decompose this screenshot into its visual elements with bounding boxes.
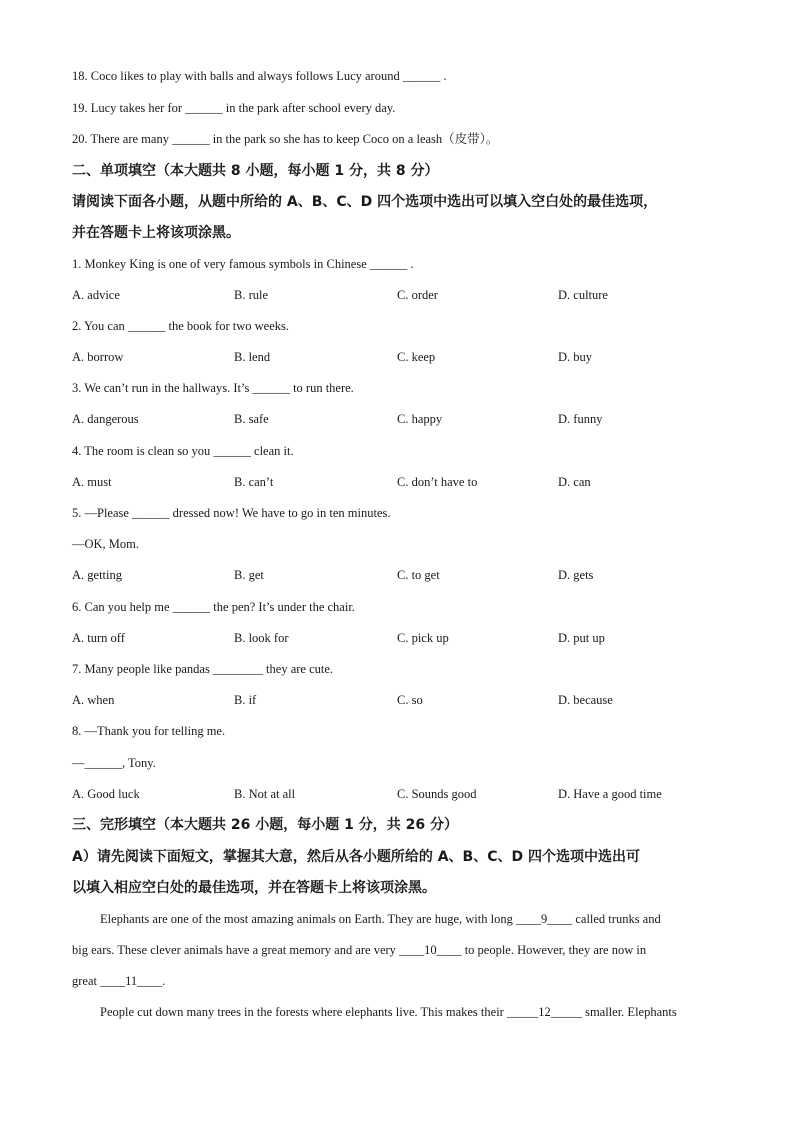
question-20: 20. There are many ______ in the park so she has to keep Coco on a leash（皮带）。 [72, 132, 499, 146]
blank-12: _____12_____ [506, 1005, 582, 1019]
question-6-option-c: C. pick up [397, 631, 449, 645]
question-4-option-d: D. can [558, 475, 591, 489]
question-2-option-b: B. lend [234, 350, 271, 364]
passage-text: Elephants are one of the most amazing animals on Earth. They are huge, with long [100, 912, 516, 926]
blank-11: ____11____ [100, 974, 163, 988]
question-2-stem: 2. You can ______ the book for two weeks. [72, 319, 289, 333]
question-7-stem: 7. Many people like pandas ________ they are cute. [72, 662, 334, 676]
question-2-option-a: A. borrow [72, 350, 124, 364]
section-3-instruction-line-2: 以填入相应空白处的最佳选项，并在答题卡上将该项涂黑。 [72, 880, 436, 896]
question-1-option-d: D. culture [558, 288, 608, 302]
section-3-instruction-line-1: A）请先阅读下面短文，掌握其大意，然后从各小题所给的 A、B、C、D 四个选项中选出可 [72, 849, 640, 865]
question-3-option-a: A. dangerous [72, 412, 139, 426]
question-4-option-b: B. can’t [234, 475, 274, 489]
question-6-stem: 6. Can you help me ______ the pen? It’s under the chair. [72, 600, 355, 614]
passage-line-2 [72, 942, 646, 958]
blank-9: ____9____ [515, 912, 573, 926]
question-6-option-d: D. put up [558, 631, 605, 645]
question-5-reply: —OK, Mom. [72, 537, 140, 551]
question-1-option-b: B. rule [234, 288, 269, 302]
question-4-stem: 4. The room is clean so you ______ clean it. [72, 444, 294, 458]
section-2-instruction-line-1: 请阅读下面各小题，从题中所给的 A、B、C、D 四个选项中选出可以填入空白处的最佳选项， [72, 194, 658, 210]
question-2-option-c: C. keep [397, 350, 436, 364]
question-3-option-d: D. funny [558, 412, 603, 426]
question-7-option-c: C. so [397, 693, 423, 707]
blank-10: ____10____ [399, 943, 462, 957]
question-8-reply: —______, Tony. [72, 756, 156, 770]
section-2-heading: 二、单项填空（本大题共 8 小题，每小题 1 分，共 8 分） [72, 163, 439, 179]
question-19: 19. Lucy takes her for ______ in the park after school every day. [72, 101, 396, 115]
question-8-option-b: B. Not at all [234, 787, 296, 801]
passage-text: called trunks and [572, 912, 661, 926]
question-5-option-a: A. getting [72, 568, 122, 582]
passage-text: smaller. Elephants [581, 1005, 677, 1019]
question-5-option-d: D. gets [558, 568, 594, 582]
passage-line-1 [100, 911, 661, 927]
question-8-option-a: A. Good luck [72, 787, 140, 801]
question-5-stem: 5. —Please ______ dressed now! We have to go in ten minutes. [72, 506, 391, 520]
question-2-option-d: D. buy [558, 350, 593, 364]
question-8-stem: 8. —Thank you for telling me. [72, 724, 226, 738]
passage-text: great [72, 974, 101, 988]
question-8-option-c: C. Sounds good [397, 787, 477, 801]
question-4-option-c: C. don’t have to [397, 475, 478, 489]
question-7-option-a: A. when [72, 693, 115, 707]
question-1-option-a: A. advice [72, 288, 120, 302]
passage-text: People cut down many trees in the forests where elephants live. This makes their [100, 1005, 507, 1019]
question-6-option-a: A. turn off [72, 631, 125, 645]
question-18: 18. Coco likes to play with balls and always follows Lucy around ______ . [72, 69, 447, 83]
question-4-option-a: A. must [72, 475, 112, 489]
passage-text: to people. However, they are now in [461, 943, 647, 957]
question-7-option-b: B. if [234, 693, 257, 707]
question-1-stem: 1. Monkey King is one of very famous symbols in Chinese ______ . [72, 257, 414, 271]
question-1-option-c: C. order [397, 288, 438, 302]
question-8-option-d: D. Have a good time [558, 787, 662, 801]
question-7-option-d: D. because [558, 693, 613, 707]
section-3-heading: 三、完形填空（本大题共 26 小题，每小题 1 分，共 26 分） [72, 817, 458, 833]
question-5-option-b: B. get [234, 568, 264, 582]
question-3-option-b: B. safe [234, 412, 269, 426]
passage-line-4 [100, 1004, 677, 1020]
passage-text: . [162, 974, 166, 988]
section-2-instruction-line-2: 并在答题卡上将该项涂黑。 [72, 225, 240, 241]
question-6-option-b: B. look for [234, 631, 289, 645]
passage-line-3 [72, 973, 165, 989]
question-5-option-c: C. to get [397, 568, 440, 582]
question-3-stem: 3. We can’t run in the hallways. It’s ______ to run there. [72, 381, 354, 395]
passage-text: big ears. These clever animals have a great memory and are very [72, 943, 400, 957]
question-3-option-c: C. happy [397, 412, 443, 426]
